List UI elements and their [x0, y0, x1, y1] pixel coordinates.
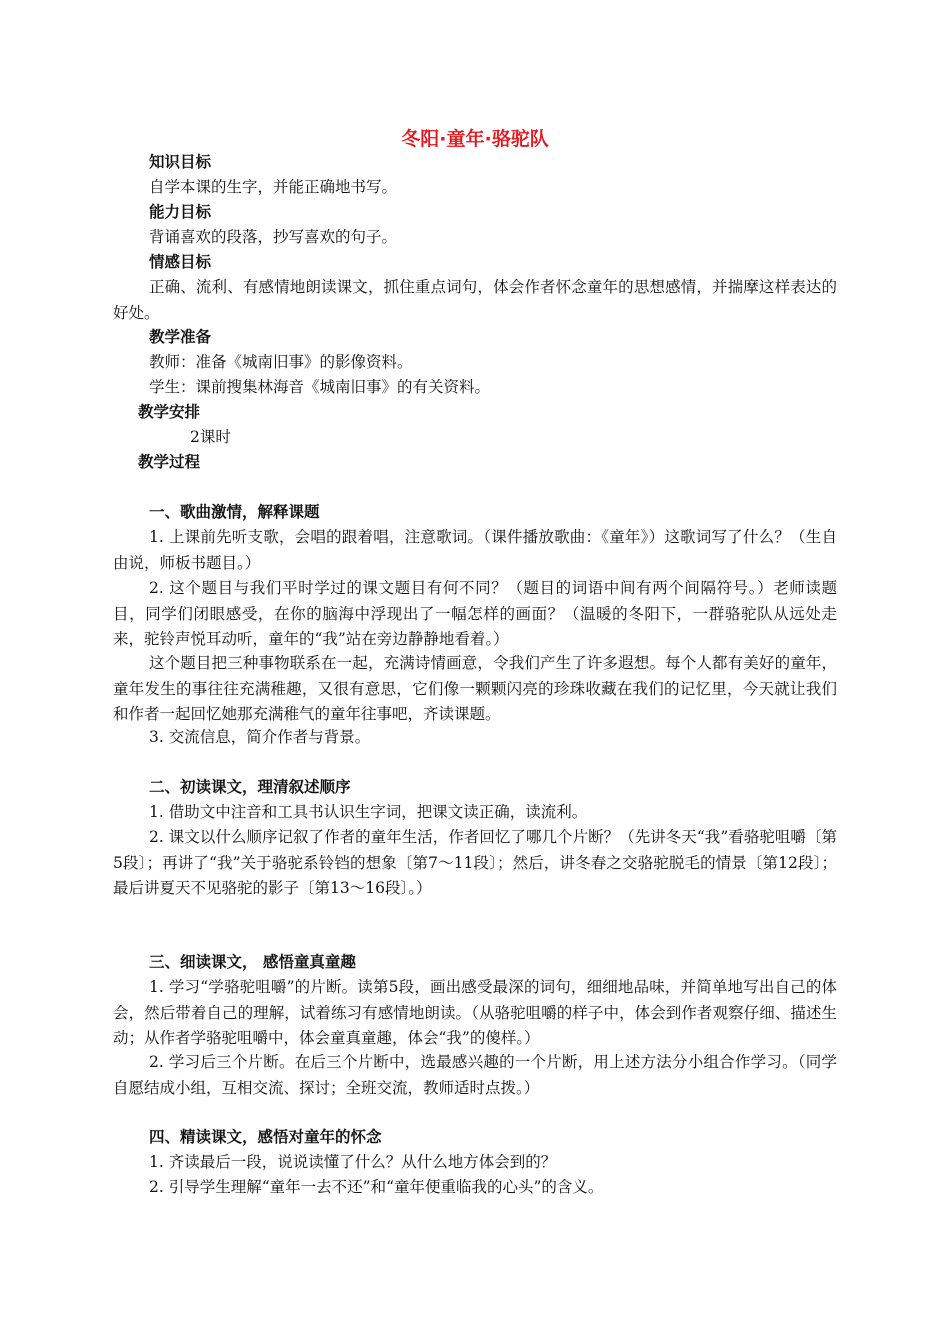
document-title: 冬阳·童年·骆驼队	[401, 128, 549, 150]
prep-teacher-text: 教师：准备《城南旧事》的影像资料。	[149, 353, 413, 371]
section-paragraph: 1. 学习“学骆驼咀嚼”的片断。读第5段，画出感受最深的词句，细细地品味，并简单地写出自己的体会，然后带着自己的理解，试着练习有感情地朗读。（从骆驼咀嚼的样子中，体会到作者观察仔细、描述生动；从作者学骆驼咀嚼中，体会童真童趣，体会“我”的傻样。）	[113, 978, 837, 1047]
section-heading: 一、歌曲激情，解释课题	[149, 503, 320, 521]
prep-heading: 教学准备	[149, 328, 212, 346]
ability-goal-heading: 能力目标	[149, 203, 212, 221]
emotion-goal-heading: 情感目标	[149, 253, 212, 271]
section-heading: 三、细读课文， 感悟童真童趣	[149, 953, 356, 971]
schedule-value: 2课时	[190, 428, 231, 446]
schedule-heading: 教学安排	[138, 403, 201, 421]
ability-goal-text: 背诵喜欢的段落，抄写喜欢的句子。	[149, 228, 398, 246]
prep-student-text: 学生：课前搜集林海音《城南旧事》的有关资料。	[149, 378, 491, 396]
section-heading: 四、精读课文，感悟对童年的怀念	[149, 1128, 382, 1146]
section-paragraph: 2. 课文以什么顺序记叙了作者的童年生活，作者回忆了哪几个片断？（先讲冬天“我”看骆驼咀嚼〔第5段〕；再讲了“我”关于骆驼系铃铛的想象〔第7～11段〕；然后，讲冬春之交骆驼脱毛的情景〔第12段〕；最后讲夏天不见骆驼的影子〔第13～16段〕。）	[113, 828, 837, 897]
section-paragraph: 2. 学习后三个片断。在后三个片断中，选最感兴趣的一个片断，用上述方法分小组合作学习。（同学自愿结成小组，互相交流、探讨；全班交流，教师适时点拨。）	[113, 1053, 837, 1097]
knowledge-goal-text: 自学本课的生字，并能正确地书写。	[149, 178, 398, 196]
section-paragraph: 这个题目把三种事物联系在一起，充满诗情画意，令我们产生了许多遐想。每个人都有美好的童年，童年发生的事往往充满稚趣，又很有意思，它们像一颗颗闪亮的珍珠收藏在我们的记忆里，今天就让我们和作者一起回忆她那充满稚气的童年往事吧，齐读课题。	[113, 654, 837, 723]
section-paragraph: 1. 齐读最后一段，说说读懂了什么？从什么地方体会到的？	[149, 1153, 557, 1171]
section-paragraph: 3. 交流信息，简介作者与背景。	[149, 728, 371, 746]
section-paragraph: 1. 借助文中注音和工具书认识生字词，把课文读正确，读流利。	[149, 803, 588, 821]
knowledge-goal-heading: 知识目标	[149, 153, 212, 171]
section-paragraph: 2. 这个题目与我们平时学过的课文题目有何不同？（题目的词语中间有两个间隔符号。）老师读题目，同学们闭眼感受，在你的脑海中浮现出了一幅怎样的画面？（温暖的冬阳下，一群骆驼队从远处走来，驼铃声悦耳动听，童年的“我”站在旁边静静地看着。）	[113, 579, 837, 648]
section-paragraph: 2. 引导学生理解“童年一去不还”和“童年便重临我的心头”的含义。	[149, 1178, 604, 1196]
process-heading: 教学过程	[138, 453, 201, 471]
section-paragraph: 1. 上课前先听支歌，会唱的跟着唱，注意歌词。（课件播放歌曲：《童年》）这歌词写了什么？（生自由说，师板书题目。）	[113, 528, 837, 572]
emotion-goal-text: 正确、流利、有感情地朗读课文，抓住重点词句，体会作者怀念童年的思想感情，并揣摩这样表达的好处。	[113, 278, 837, 322]
section-heading: 二、初读课文，理清叙述顺序	[149, 778, 351, 796]
